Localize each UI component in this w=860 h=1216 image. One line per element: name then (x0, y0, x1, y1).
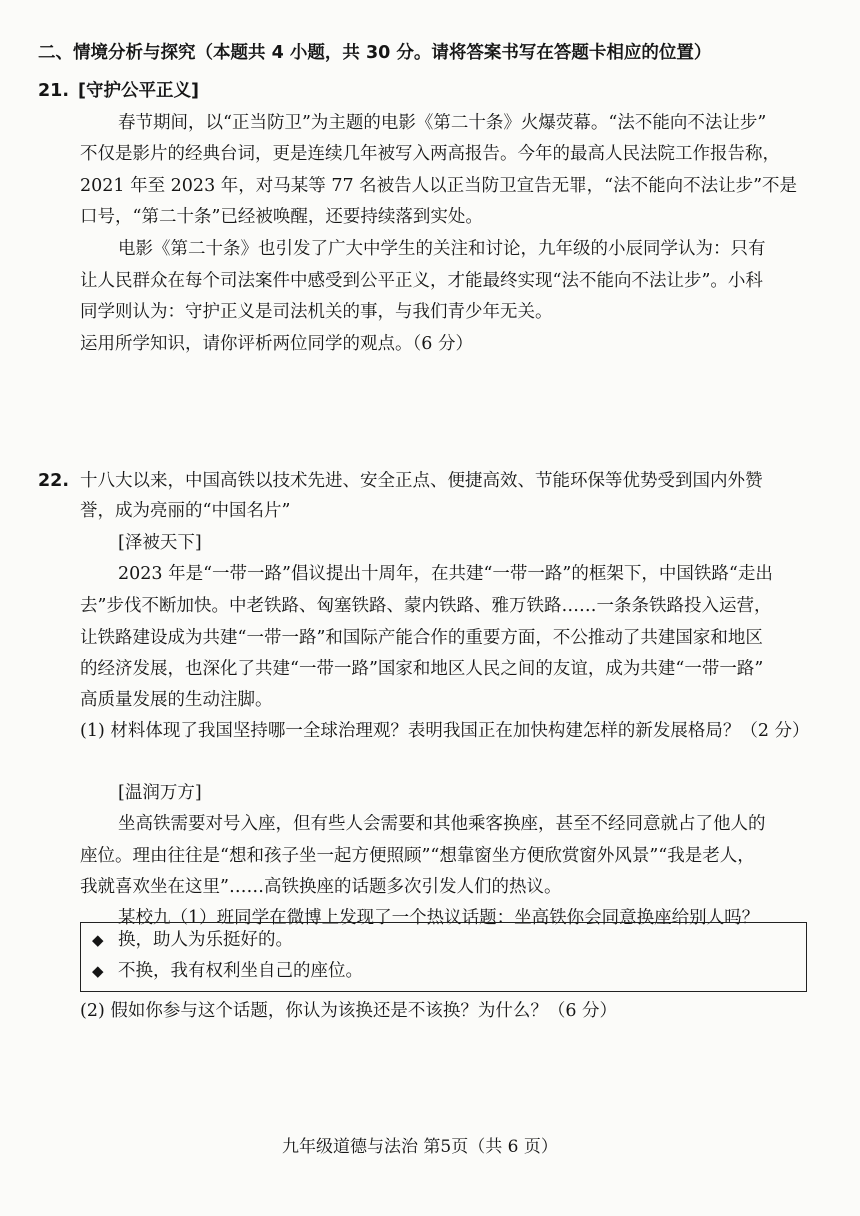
option-text: 换，助人为乐挺好的。 (118, 930, 293, 950)
q22-tag2: [温润万方] (118, 783, 202, 803)
diamond-bullet-icon: ◆ (92, 962, 104, 980)
q21-question: 运用所学知识，请你评析两位同学的观点。（6 分） (80, 334, 473, 354)
q21-para1-line: 不仅是影片的经典台词，更是连续几年被写入两高报告。今年的最高人民法院工作报告称， (80, 144, 780, 164)
page-footer: 九年级道德与法治 第5页（共 6 页） (282, 1137, 558, 1157)
q22-sub1: (1) 材料体现了我国坚持哪一全球治理观？表明我国正在加快构建怎样的新发展格局？（2 分） (80, 721, 810, 741)
q22-para3: 某校九（1）班同学在微博上发现了一个热议话题：坐高铁你会同意换座给别人吗？ (118, 908, 760, 928)
q21-para1-line: 春节期间，以“正当防卫”为主题的电影《第二十条》火爆荧幕。“法不能向不法让步” (118, 113, 767, 133)
q22-intro-line: 十八大以来，中国高铁以技术先进、安全正点、便捷高效、节能环保等优势受到国内外赞 (80, 471, 763, 491)
q22-para1-line: 去”步伐不断加快。中老铁路、匈塞铁路、蒙内铁路、雅万铁路……一条条铁路投入运营， (80, 596, 772, 616)
q22-para1-line: 让铁路建设成为共建“一带一路”和国际产能合作的重要方面，不公推动了共建国家和地区 (80, 628, 763, 648)
q22-para1-line: 2023 年是“一带一路”倡议提出十周年，在共建“一带一路”的框架下，中国铁路“走出 (118, 564, 773, 584)
q21-para2-line: 电影《第二十条》也引发了广大中学生的关注和讨论，九年级的小辰同学认为：只有 (118, 239, 766, 259)
q22-para2-line: 座位。理由往往是“想和孩子坐一起方便照顾”“想靠窗坐方便欣赏窗外风景”“我是老人， (80, 846, 755, 866)
diamond-bullet-icon: ◆ (92, 931, 104, 949)
section-heading: 二、情境分析与探究（本题共 4 小题，共 30 分。请将答案书写在答题卡相应的位置） (38, 43, 712, 63)
q21-para1-line: 口号，“第二十条”已经被唤醒，还要持续落到实处。 (80, 207, 483, 227)
option-item (92, 929, 293, 951)
q21-tag: [守护公平正义] (78, 81, 199, 101)
q22-sub2: (2) 假如你参与这个话题，你认为该换还是不该换？为什么？（6 分） (80, 1001, 618, 1021)
q21-para2-line: 让人民群众在每个司法案件中感受到公平正义，才能最终实现“法不能向不法让步”。小科 (80, 271, 763, 291)
q22-tag1: [泽被天下] (118, 533, 202, 553)
option-text: 不换，我有权利坐自己的座位。 (118, 961, 363, 981)
q22-intro-line: 誉，成为亮丽的“中国名片” (80, 501, 291, 521)
q21-para2-line: 同学则认为：守护正义是司法机关的事，与我们青少年无关。 (80, 302, 553, 322)
q22-para2-line: 坐高铁需要对号入座，但有些人会需要和其他乘客换座，甚至不经同意就占了他人的 (118, 814, 766, 834)
q21-number: 21. (38, 81, 70, 101)
q21-para1-line: 2021 年至 2023 年，对马某等 77 名被告人以正当防卫宣告无罪，“法不能向不法让步”不是 (80, 176, 798, 196)
option-item (92, 960, 363, 982)
q22-number: 22. (38, 471, 70, 491)
q22-para2-line: 我就喜欢坐在这里”……高铁换座的话题多次引发人们的热议。 (80, 877, 562, 897)
q22-para1-line: 高质量发展的生动注脚。 (80, 690, 273, 710)
q22-para1-line: 的经济发展，也深化了共建“一带一路”国家和地区人民之间的友谊，成为共建“一带一路” (80, 659, 764, 679)
